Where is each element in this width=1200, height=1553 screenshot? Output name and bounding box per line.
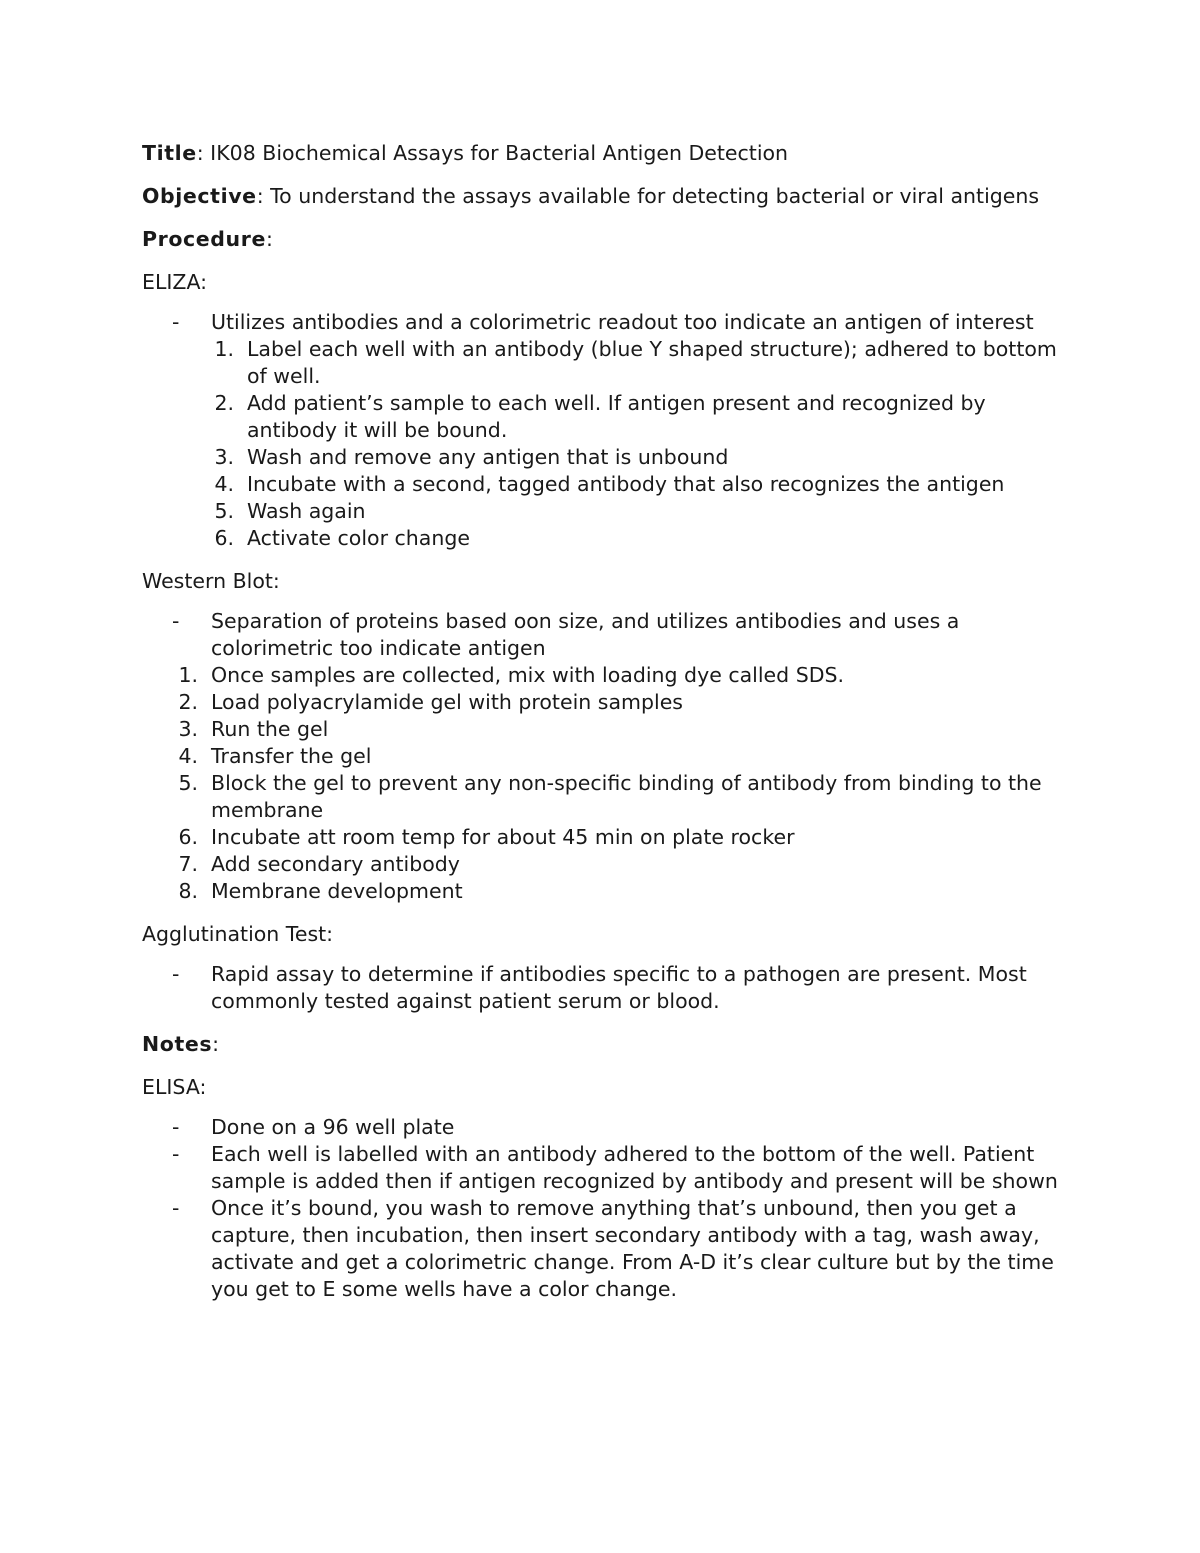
list-item xyxy=(142,608,1062,662)
dash-bullet: - xyxy=(172,310,180,334)
step-number: 8. xyxy=(178,879,198,903)
eliza-step: Incubate with a second, tagged antibody that also recognizes the antigen xyxy=(247,472,1005,496)
western-blot-step: Run the gel xyxy=(211,717,329,741)
list-item xyxy=(142,770,1062,824)
step-number: 5. xyxy=(178,771,198,795)
western-blot-step: Incubate att room temp for about 45 min on plate rocker xyxy=(211,825,795,849)
list-item xyxy=(142,743,1062,770)
notes-colon: : xyxy=(212,1032,220,1056)
list-item xyxy=(142,961,1062,1015)
western-blot-step: Membrane development xyxy=(211,879,463,903)
western-blot-step: Load polyacrylamide gel with protein samples xyxy=(211,690,683,714)
eliza-step: Add patient’s sample to each well. If antigen present and recognized by antibody it will be bound. xyxy=(247,391,986,442)
step-number: 5. xyxy=(214,499,234,523)
eliza-section xyxy=(142,309,1062,552)
step-number: 3. xyxy=(178,717,198,741)
step-number: 2. xyxy=(178,690,198,714)
agglutination-section xyxy=(142,961,1062,1015)
eliza-step: Label each well with an antibody (blue Y shaped structure); adhered to bottom of well. xyxy=(247,337,1057,388)
notes-elisa-section xyxy=(142,1114,1062,1303)
western-blot-section xyxy=(142,608,1062,905)
western-blot-heading: Western Blot: xyxy=(142,569,280,593)
eliza-bullet-text: Utilizes antibodies and a colorimetric readout too indicate an antigen of interest xyxy=(211,310,1034,334)
western-blot-step: Transfer the gel xyxy=(211,744,372,768)
list-item xyxy=(142,444,1062,471)
eliza-step: Wash again xyxy=(247,499,366,523)
step-number: 2. xyxy=(214,391,234,415)
list-item xyxy=(142,390,1062,444)
list-item xyxy=(142,716,1062,743)
step-number: 7. xyxy=(178,852,198,876)
western-blot-step: Block the gel to prevent any non-specific binding of antibody from binding to the membrane xyxy=(211,771,1042,822)
western-blot-step: Once samples are collected, mix with loading dye called SDS. xyxy=(211,663,845,687)
list-item xyxy=(142,1114,1062,1141)
list-item xyxy=(142,824,1062,851)
agglutination-bullet-text: Rapid assay to determine if antibodies specific to a pathogen are present. Most commonly tested against patient serum or blood. xyxy=(211,962,1027,1013)
agglutination-heading: Agglutination Test: xyxy=(142,922,334,946)
eliza-step: Wash and remove any antigen that is unbound xyxy=(247,445,729,469)
title-line xyxy=(142,140,1062,167)
list-item xyxy=(142,1141,1062,1195)
notes-bullet-text: Once it’s bound, you wash to remove anything that’s unbound, then you get a capture, then incubation, then insert secondary antibody with a tag, wash away, activate and get a colorimetric change. From A-D it’s clear culture but by the time you get to E some wells have a color change. xyxy=(211,1196,1054,1301)
list-item xyxy=(142,525,1062,552)
list-item xyxy=(142,336,1062,390)
dash-bullet: - xyxy=(172,609,180,633)
dash-bullet: - xyxy=(172,1115,180,1139)
notes-bullet-text: Done on a 96 well plate xyxy=(211,1115,455,1139)
title-label: Title xyxy=(142,141,197,165)
list-item xyxy=(142,309,1062,336)
objective-line xyxy=(142,183,1062,210)
step-number: 3. xyxy=(214,445,234,469)
list-item xyxy=(142,471,1062,498)
objective-text: : To understand the assays available for detecting bacterial or viral antigens xyxy=(256,184,1040,208)
eliza-heading: ELIZA: xyxy=(142,270,208,294)
dash-bullet: - xyxy=(172,962,180,986)
notes-bullet-text: Each well is labelled with an antibody adhered to the bottom of the well. Patient sample is added then if antigen recognized by antibody and present will be shown xyxy=(211,1142,1058,1193)
list-item xyxy=(142,851,1062,878)
step-number: 1. xyxy=(214,337,234,361)
procedure-colon: : xyxy=(265,227,273,251)
eliza-step: Activate color change xyxy=(247,526,470,550)
title-text: : IK08 Biochemical Assays for Bacterial Antigen Detection xyxy=(196,141,789,165)
notes-elisa-heading: ELISA: xyxy=(142,1075,207,1099)
step-number: 4. xyxy=(214,472,234,496)
list-item xyxy=(142,498,1062,525)
western-blot-step: Add secondary antibody xyxy=(211,852,460,876)
step-number: 1. xyxy=(178,663,198,687)
notes-label: Notes xyxy=(142,1032,213,1056)
list-item xyxy=(142,662,1062,689)
dash-bullet: - xyxy=(172,1142,180,1166)
procedure-label: Procedure xyxy=(142,227,266,251)
step-number: 4. xyxy=(178,744,198,768)
notes-heading xyxy=(142,1031,1062,1058)
dash-bullet: - xyxy=(172,1196,180,1220)
procedure-heading xyxy=(142,226,1062,253)
list-item xyxy=(142,689,1062,716)
step-number: 6. xyxy=(214,526,234,550)
step-number: 6. xyxy=(178,825,198,849)
list-item xyxy=(142,1195,1062,1303)
western-blot-bullet-text: Separation of proteins based oon size, and utilizes antibodies and uses a colorimetric too indicate antigen xyxy=(211,609,960,660)
document-body xyxy=(142,140,1062,1303)
list-item xyxy=(142,878,1062,905)
objective-label: Objective xyxy=(142,184,257,208)
